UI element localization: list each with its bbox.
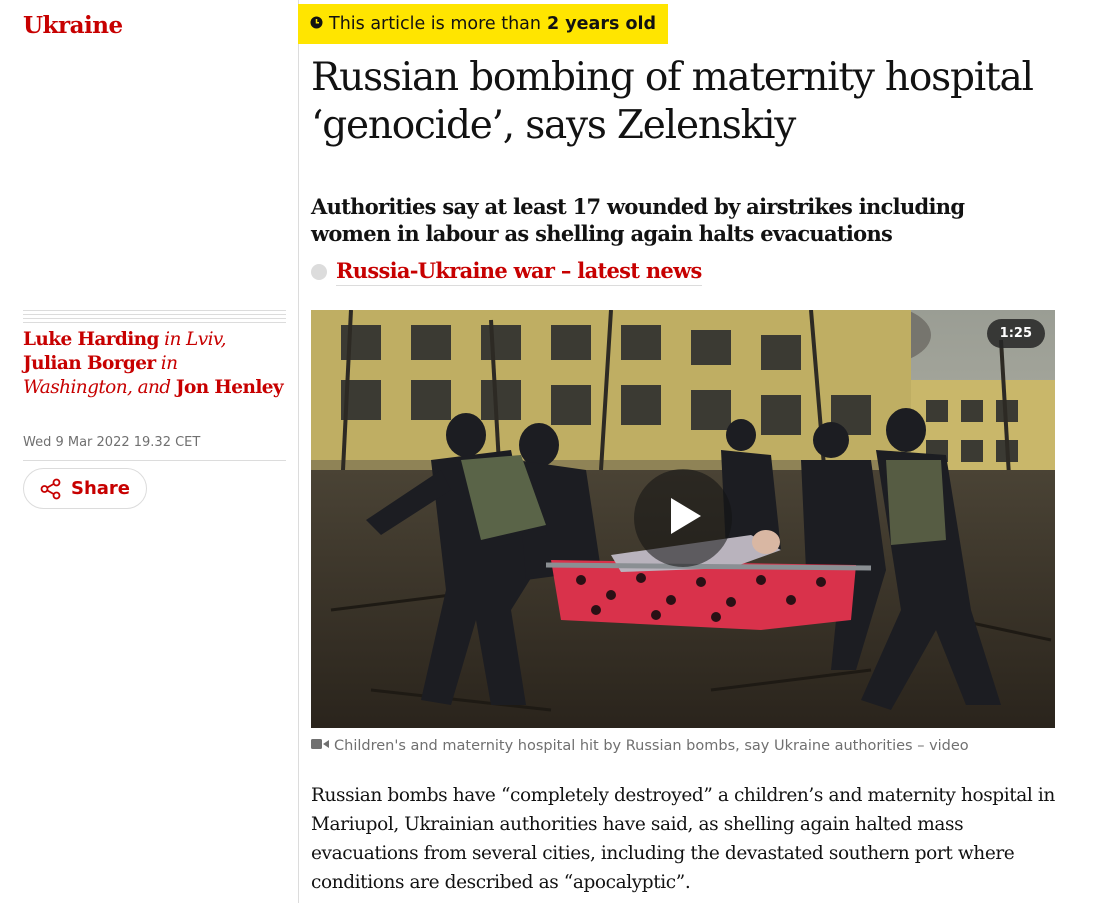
age-banner-prefix: This article is more than [329, 14, 541, 34]
live-news-link-row [311, 257, 702, 286]
rail-divider [23, 460, 286, 461]
video-camera-icon [311, 738, 329, 754]
author-link[interactable]: Jon Henley [175, 377, 284, 398]
author-location: in Washington, and [23, 353, 178, 398]
share-button[interactable] [23, 468, 147, 509]
share-icon [40, 478, 62, 500]
section-label-ukraine[interactable]: Ukraine [23, 12, 123, 39]
article-standfirst: Authorities say at least 17 wounded by airstrikes including women in labour as shelling again halts evacuations [311, 194, 965, 246]
byline [23, 328, 288, 400]
author-link[interactable]: Luke Harding [23, 329, 159, 350]
publish-date: Wed 9 Mar 2022 19.32 CET [23, 435, 201, 450]
rail-divider-lines [23, 310, 286, 326]
article-age-banner [298, 4, 668, 44]
share-label: Share [70, 478, 130, 499]
article-headline: Russian bombing of maternity hospital ‘genocide’, says Zelenskiy [311, 55, 1033, 148]
play-button[interactable] [634, 469, 732, 567]
video-caption [311, 738, 969, 754]
video-player[interactable] [311, 310, 1055, 728]
play-icon [659, 492, 707, 544]
video-caption-text: Children's and maternity hospital hit by Russian bombs, say Ukraine authorities – video [334, 738, 969, 754]
author-link[interactable]: Julian Borger [23, 353, 156, 374]
video-duration: 1:25 [987, 319, 1045, 348]
clock-icon [310, 14, 323, 34]
age-banner-age: 2 years old [546, 14, 657, 34]
article-body-paragraph: Russian bombs have “completely destroyed” a children’s and maternity hospital in Mariupol, Ukrainian authorities have said, as shelling again halted mass evacuations from several cities, including the devastated southern port where conditions are described as “apocalyptic”. [311, 785, 1055, 893]
live-news-link[interactable]: Russia-Ukraine war – latest news [336, 257, 702, 286]
author-location: in Lviv, [164, 329, 226, 350]
live-dot-icon [311, 264, 327, 280]
column-divider [298, 0, 299, 903]
